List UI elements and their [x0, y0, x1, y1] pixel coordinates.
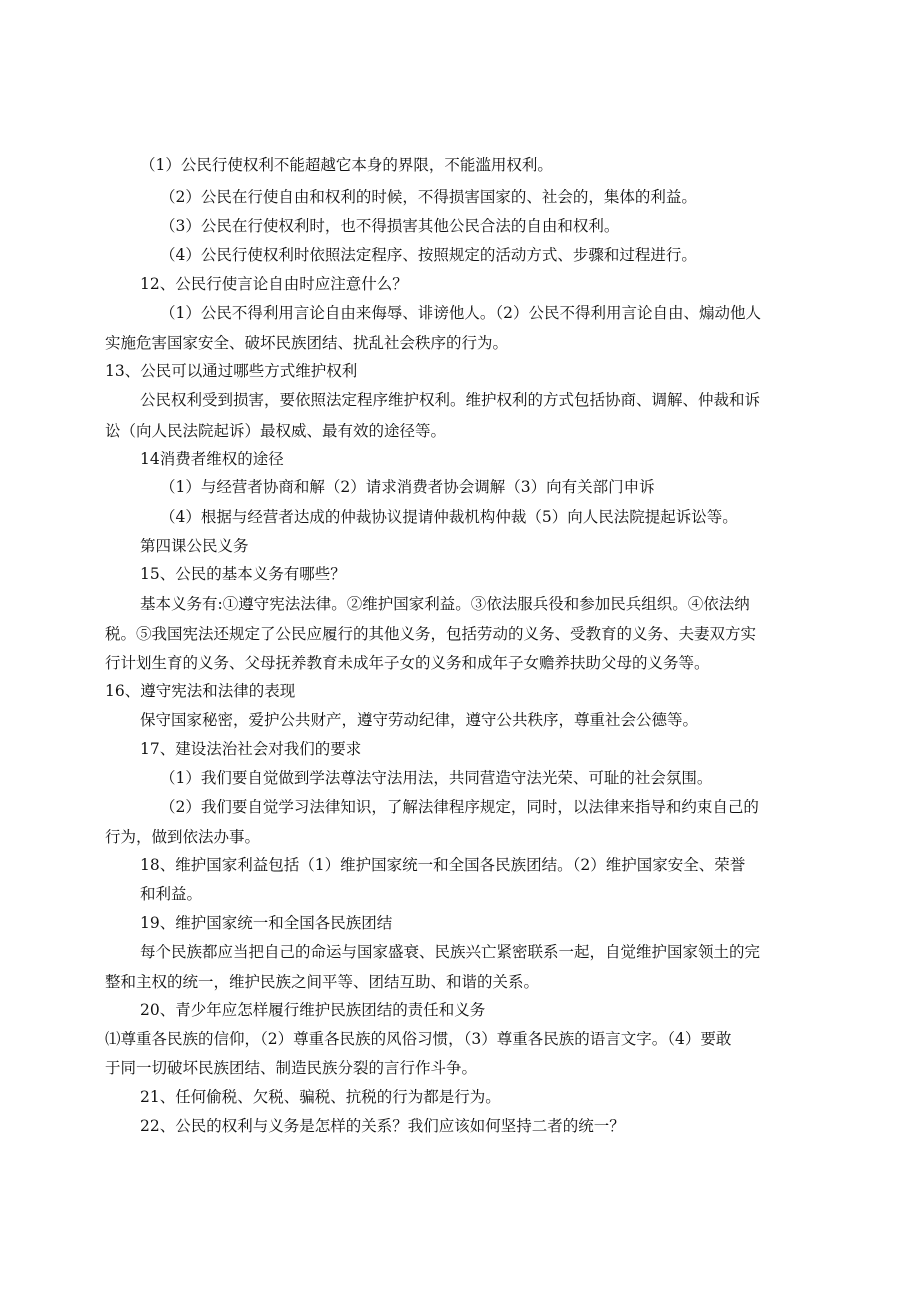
text-line: 每个民族都应当把自己的命运与国家盛衰、民族兴亡紧密联系一起，自觉维护国家领土的完	[140, 943, 761, 961]
text-line: 实施危害国家安全、破坏民族团结、扰乱社会秩序的行为。	[105, 334, 509, 352]
text-line: （1）公民不得利用言论自由来侮辱、诽谤他人。（2）公民不得利用言论自由、煽动他人	[160, 304, 761, 322]
question-heading: 19、维护国家统一和全国各民族团结	[140, 914, 393, 932]
question-heading: 21、任何偷税、欠税、骗税、抗税的行为都是行为。	[140, 1088, 501, 1106]
text-line: （4）公民行使权利时依照法定程序、按照规定的活动方式、步骤和过程进行。	[160, 246, 697, 264]
question-heading: 16、遵守宪法和法律的表现	[105, 682, 296, 700]
text-line: 整和主权的统一，维护民族之间平等、团结互助、和谐的关系。	[105, 973, 540, 991]
question-heading: 18、维护国家利益包括（1）维护国家统一和全国各民族团结。（2）维护国家安全、荣誉	[140, 856, 746, 874]
text-line: （4）根据与经营者达成的仲裁协议提请仲裁机构仲裁（5）向人民法院提起诉讼等。	[160, 508, 738, 526]
text-line: 于同一切破坏民族团结、制造民族分裂的言行作斗争。	[105, 1059, 478, 1077]
question-heading: 15、公民的基本义务有哪些？	[140, 565, 346, 583]
question-heading: 14消费者维权的途径	[140, 450, 284, 468]
text-line: 行计划生育的义务、父母抚养教育未成年子女的义务和成年子女赡养扶助父母的义务等。	[105, 654, 710, 672]
text-line: 讼（向人民法院起诉）最权威、最有效的途径等。	[105, 422, 447, 440]
text-line: （2）我们要自觉学习法律知识，了解法律程序规定，同时，以法律来指导和约束自己的	[160, 798, 759, 816]
question-heading: 22、公民的权利与义务是怎样的关系？我们应该如何坚持二者的统一？	[140, 1117, 625, 1135]
text-line: ⑴尊重各民族的信仰，（2）尊重各民族的风俗习惯，（3）尊重各民族的语言文字。（4）要敢	[105, 1030, 732, 1048]
section-heading: 第四课公民义务	[140, 537, 249, 555]
text-line: 行为，做到依法办事。	[105, 828, 261, 846]
text-line: （1）我们要自觉做到学法尊法守法用法，共同营造守法光荣、可耻的社会氛围。	[160, 769, 713, 787]
question-heading: 12、公民行使言论自由时应注意什么？	[140, 275, 408, 293]
text-line: （2）公民在行使自由和权利的时候，不得损害国家的、社会的，集体的利益。	[160, 188, 697, 206]
question-heading: 17、建设法治社会对我们的要求	[140, 740, 362, 758]
text-line: （1）公民行使权利不能超越它本身的界限，不能滥用权利。	[140, 156, 553, 174]
question-heading: 13、公民可以通过哪些方式维护权利	[105, 362, 358, 380]
text-line: 公民权利受到损害，要依照法定程序维护权利。维护权利的方式包括协商、调解、仲裁和诉	[140, 391, 761, 409]
text-line: （1）与经营者协商和解（2）请求消费者协会调解（3）向有关部门申诉	[160, 478, 655, 496]
text-line: 保守国家秘密，爱护公共财产，遵守劳动纪律，遵守公共秩序，尊重社会公德等。	[140, 711, 699, 729]
text-line: （3）公民在行使权利时，也不得损害其他公民合法的自由和权利。	[160, 217, 620, 235]
text-line: 基本义务有:①遵守宪法法律。②维护国家利益。③依法服兵役和参加民兵组织。④依法纳	[140, 595, 750, 613]
question-heading: 20、青少年应怎样履行维护民族团结的责任和义务	[140, 1001, 486, 1019]
text-line: 税。⑤我国宪法还规定了公民应履行的其他义务，包括劳动的义务、受教育的义务、夫妻双方实	[105, 625, 757, 643]
text-line: 和利益。	[140, 885, 203, 903]
